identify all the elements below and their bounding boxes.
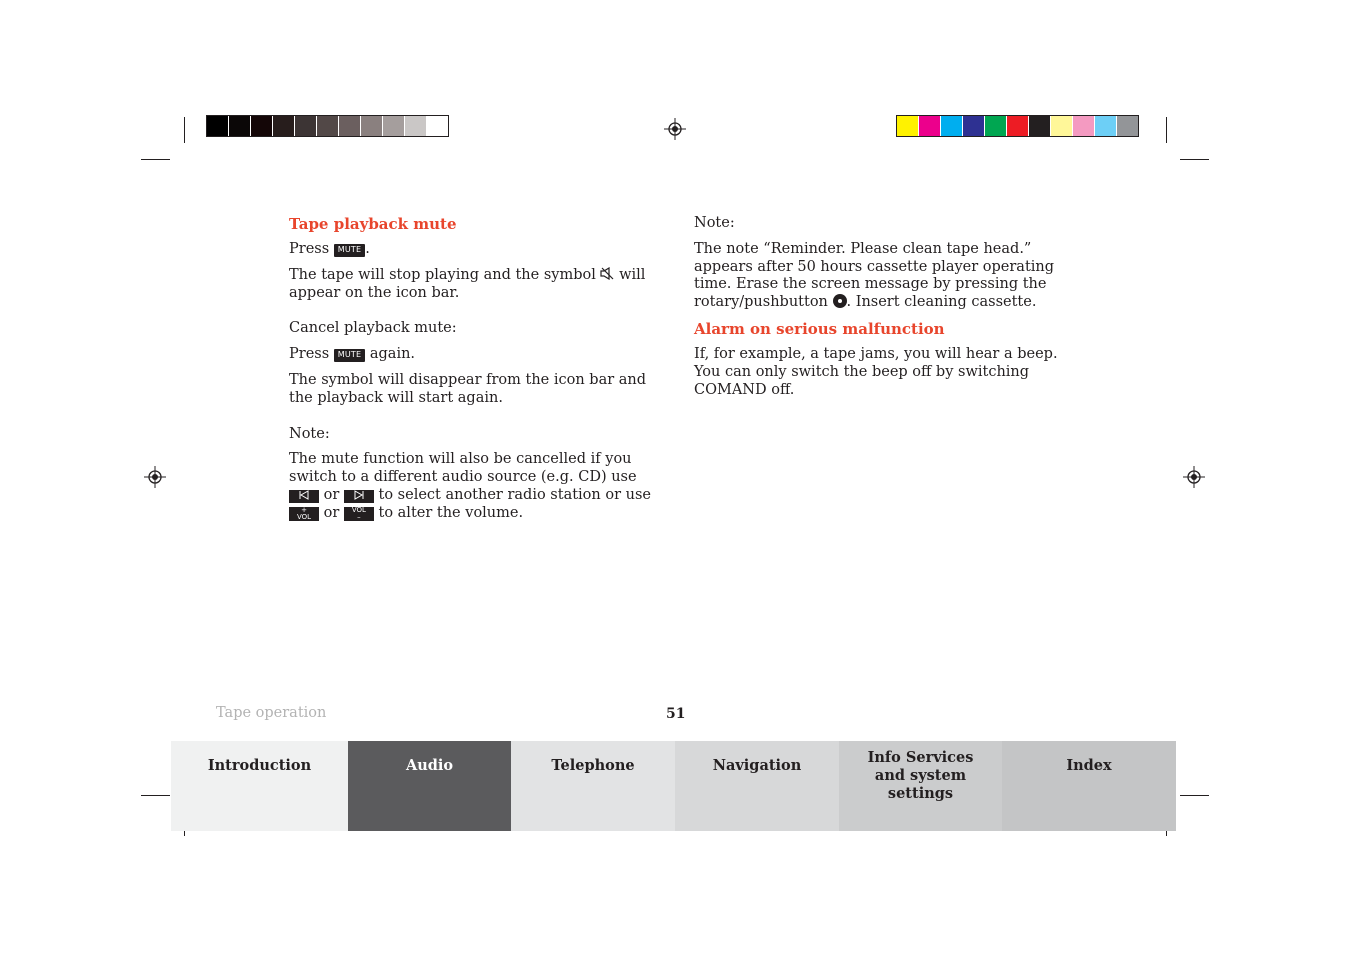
tab-introduction[interactable] <box>171 741 348 831</box>
color-swatch <box>1007 116 1029 136</box>
registration-mark-icon <box>664 118 686 140</box>
tab-label: Navigation <box>712 757 802 774</box>
speaker-mute-icon <box>600 267 614 280</box>
text: to select another radio station or use <box>378 486 651 503</box>
tab-label: Index <box>1066 757 1112 774</box>
text: or <box>323 486 340 503</box>
crop-mark <box>1180 159 1209 160</box>
text: The mute function will also be cancelled if you switch to a different audio source (e.g. CD) use <box>289 451 637 486</box>
color-swatch <box>897 116 919 136</box>
text: . <box>365 241 370 257</box>
section-heading: Alarm on serious malfunction <box>694 319 945 338</box>
color-swatch <box>405 116 427 136</box>
vol-label: VOL <box>296 512 312 521</box>
process-color-bar <box>896 115 1139 137</box>
text: Press <box>289 241 330 257</box>
text: or <box>323 504 340 521</box>
text: The note “Reminder. Please clean tape head.” appears after 50 hours cassette player operating time. Erase the screen message by pressing the rotary/pushbutton <box>694 240 1055 311</box>
color-swatch <box>361 116 383 136</box>
color-swatch <box>985 116 1007 136</box>
chapter-tab-bar <box>171 741 1176 831</box>
volume-up-key-icon: + VOL <box>289 507 319 521</box>
color-swatch <box>1073 116 1095 136</box>
color-swatch <box>273 116 295 136</box>
color-swatch <box>963 116 985 136</box>
tab-label: Info Services and system settings <box>867 749 974 802</box>
text: will appear on the icon bar. <box>289 266 646 301</box>
color-swatch <box>207 116 229 136</box>
right-column <box>694 215 1064 407</box>
color-swatch <box>339 116 361 136</box>
color-swatch <box>295 116 317 136</box>
skip-back-key-icon <box>289 490 319 503</box>
crop-mark <box>184 117 185 143</box>
tab-label: Introduction <box>207 757 312 774</box>
color-swatch <box>229 116 251 136</box>
tab-telephone[interactable] <box>511 741 675 831</box>
text: to alter the volume. <box>378 504 524 521</box>
registration-mark-icon <box>1183 466 1205 488</box>
mute-key-icon: MUTE <box>334 244 366 257</box>
tab-navigation[interactable] <box>675 741 839 831</box>
color-swatch <box>1095 116 1117 136</box>
note-label: Note: <box>694 215 735 231</box>
instruction-press-mute-again <box>289 346 657 364</box>
text: again. <box>369 346 416 363</box>
vol-label: VOL <box>351 505 366 514</box>
cancel-label: Cancel playback mute: <box>289 320 457 337</box>
crop-mark <box>1166 117 1167 143</box>
color-swatch <box>251 116 273 136</box>
color-swatch <box>1117 116 1138 136</box>
grayscale-color-bar <box>206 115 449 137</box>
text: . Insert cleaning cassette. <box>846 294 1037 311</box>
tab-label: Telephone <box>551 757 635 774</box>
page-number: 51 <box>666 706 686 722</box>
tab-label: Audio <box>405 757 454 774</box>
tab-info-services[interactable] <box>839 741 1002 831</box>
text: Press <box>289 346 330 363</box>
section-heading: Tape playback mute <box>289 215 457 233</box>
color-swatch <box>1051 116 1073 136</box>
color-swatch <box>427 116 448 136</box>
text: The tape will stop playing and the symbol <box>289 266 596 283</box>
tab-index[interactable] <box>1002 741 1176 831</box>
color-swatch <box>919 116 941 136</box>
instruction-press-mute <box>289 241 657 259</box>
color-swatch <box>317 116 339 136</box>
reminder-text <box>694 241 1064 312</box>
color-swatch <box>941 116 963 136</box>
mute-result-text <box>289 267 657 303</box>
color-swatch <box>383 116 405 136</box>
volume-down-key-icon: VOL – <box>344 507 374 521</box>
color-swatch <box>1029 116 1051 136</box>
crop-mark <box>141 795 170 796</box>
crop-mark <box>141 159 170 160</box>
left-column <box>289 215 657 531</box>
alarm-text: If, for example, a tape jams, you will hear a beep. You can only switch the beep off by switching COMAND off. <box>694 345 1058 398</box>
note-text <box>289 451 657 522</box>
registration-mark-icon <box>144 466 166 488</box>
disappear-text: The symbol will disappear from the icon bar and the playback will start again. <box>289 371 647 406</box>
rotary-pushbutton-icon <box>833 294 847 308</box>
section-footer-label: Tape operation <box>216 705 327 721</box>
mute-key-icon: MUTE <box>334 349 366 362</box>
note-label: Note: <box>289 425 330 442</box>
crop-mark <box>1180 795 1209 796</box>
skip-forward-key-icon <box>344 490 374 503</box>
tab-audio[interactable] <box>348 741 511 831</box>
